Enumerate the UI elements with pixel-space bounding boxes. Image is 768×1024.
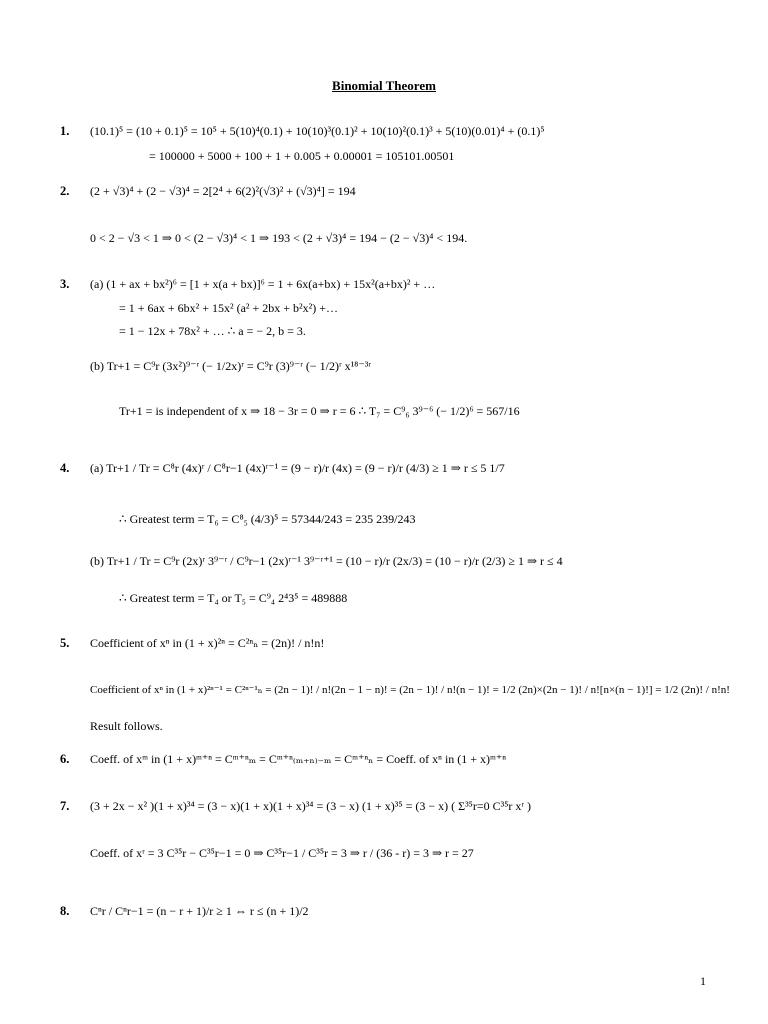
problem-6-line-1: Coeff. of xᵐ in (1 + x)ᵐ⁺ⁿ = Cᵐ⁺ⁿₘ = Cᵐ⁺ⁿ₍ₘ₊ₙ₎₋ₘ = Cᵐ⁺ⁿₙ = Coeff. of xⁿ in (1 + x)ᵐ⁺ⁿ <box>90 752 507 766</box>
page-title: Binomial Theorem <box>332 78 436 93</box>
problem-7-line-1: (3 + 2x − x² )(1 + x)³⁴ = (3 − x)(1 + x)(1 + x)³⁴ = (3 − x) (1 + x)³⁵ = (3 − x) ( Σ³⁵r=0 C³⁵r xʳ ) <box>90 799 531 813</box>
problem-3-line-3: = 1 − 12x + 78x² + … ∴ a = − 2, b = 3. <box>119 324 306 338</box>
problem-4-line-1: (a) Tr+1 / Tr = C⁸r (4x)ʳ / C⁸r−1 (4x)ʳ⁻¹ = (9 − r)/r (4x) = (9 − r)/r (4/3) ≥ 1 ⇒ r ≤ 5 1/7 <box>90 461 505 475</box>
problem-1-line-2: = 100000 + 5000 + 100 + 1 + 0.005 + 0.00001 = 105101.00501 <box>149 149 455 163</box>
problem-4-line-2: ∴ Greatest term = T₆ = C⁸₅ (4/3)⁵ = 57344/243 = 235 239/243 <box>119 512 416 526</box>
problem-3-line-2: = 1 + 6ax + 6bx² + 15x² (a² + 2bx + b²x²) +… <box>119 301 339 315</box>
problem-3-line-4: (b) Tr+1 = C⁹r (3x²)⁹⁻ʳ (− 1/2x)ʳ = C⁹r (3)⁹⁻ʳ (− 1/2)ʳ x¹⁸⁻³ʳ <box>90 359 371 373</box>
problem-5-line-3: Result follows. <box>90 719 163 733</box>
problem-6-number: 6. <box>60 752 70 766</box>
problem-2-number: 2. <box>60 184 70 198</box>
problem-5-line-1: Coefficient of xⁿ in (1 + x)²ⁿ = C²ⁿₙ = (2n)! / n!n! <box>90 636 325 650</box>
problem-4-number: 4. <box>60 461 70 475</box>
problem-7-line-2: Coeff. of xʳ = 3 C³⁵r − C³⁵r−1 = 0 ⇒ C³⁵r−1 / C³⁵r = 3 ⇒ r / (36 - r) = 3 ⇒ r = 27 <box>90 846 474 860</box>
problem-4-line-4: ∴ Greatest term = T₄ or T₅ = C⁹₄ 2⁴3⁵ = 489888 <box>119 591 348 605</box>
problem-2-line-1: (2 + √3)⁴ + (2 − √3)⁴ = 2[2⁴ + 6(2)²(√3)² + (√3)⁴] = 194 <box>90 184 356 198</box>
problem-4-line-3: (b) Tr+1 / Tr = C⁹r (2x)ʳ 3⁹⁻ʳ / C⁹r−1 (2x)ʳ⁻¹ 3⁹⁻ʳ⁺¹ = (10 − r)/r (2x/3) = (10 − r)/r (2/3) ≥ 1 ⇒ r ≤ 4 <box>90 554 563 568</box>
problem-3-line-5: Tr+1 = is independent of x ⇒ 18 − 3r = 0 ⇒ r = 6 ∴ T₇ = C⁹₆ 3⁹⁻⁶ (− 1/2)⁶ = 567/16 <box>119 404 520 418</box>
problem-7-number: 7. <box>60 799 70 813</box>
problem-8-line-1: Cⁿr / Cⁿr−1 = (n − r + 1)/r ≥ 1 ⇔ r ≤ (n + 1)/2 <box>90 904 309 918</box>
page-number: 1 <box>700 974 706 988</box>
problem-5-number: 5. <box>60 636 70 650</box>
problem-1-line-1: (10.1)⁵ = (10 + 0.1)⁵ = 10⁵ + 5(10)⁴(0.1) + 10(10)³(0.1)² + 10(10)²(0.1)³ + 5(10)(0.01)⁴ + (0.1)⁵ <box>90 124 545 138</box>
problem-2-line-2: 0 < 2 − √3 < 1 ⇒ 0 < (2 − √3)⁴ < 1 ⇒ 193 < (2 + √3)⁴ = 194 − (2 − √3)⁴ < 194. <box>90 231 468 245</box>
problem-8-number: 8. <box>60 904 70 918</box>
problem-1-number: 1. <box>60 124 70 138</box>
problem-3-line-1: (a) (1 + ax + bx²)⁶ = [1 + x(a + bx)]⁶ = 1 + 6x(a+bx) + 15x²(a+bx)² + … <box>90 277 436 291</box>
problem-5-line-2: Coefficient of xⁿ in (1 + x)²ⁿ⁻¹ = C²ⁿ⁻¹ₙ = (2n − 1)! / n!(2n − 1 − n)! = (2n − 1)! / n!(n − 1)! = 1/2 (2n)×(2n − 1)! / n![n×(n − 1)!] = 1/2 (2n)! / n!n! <box>90 684 730 696</box>
problem-3-number: 3. <box>60 277 70 291</box>
